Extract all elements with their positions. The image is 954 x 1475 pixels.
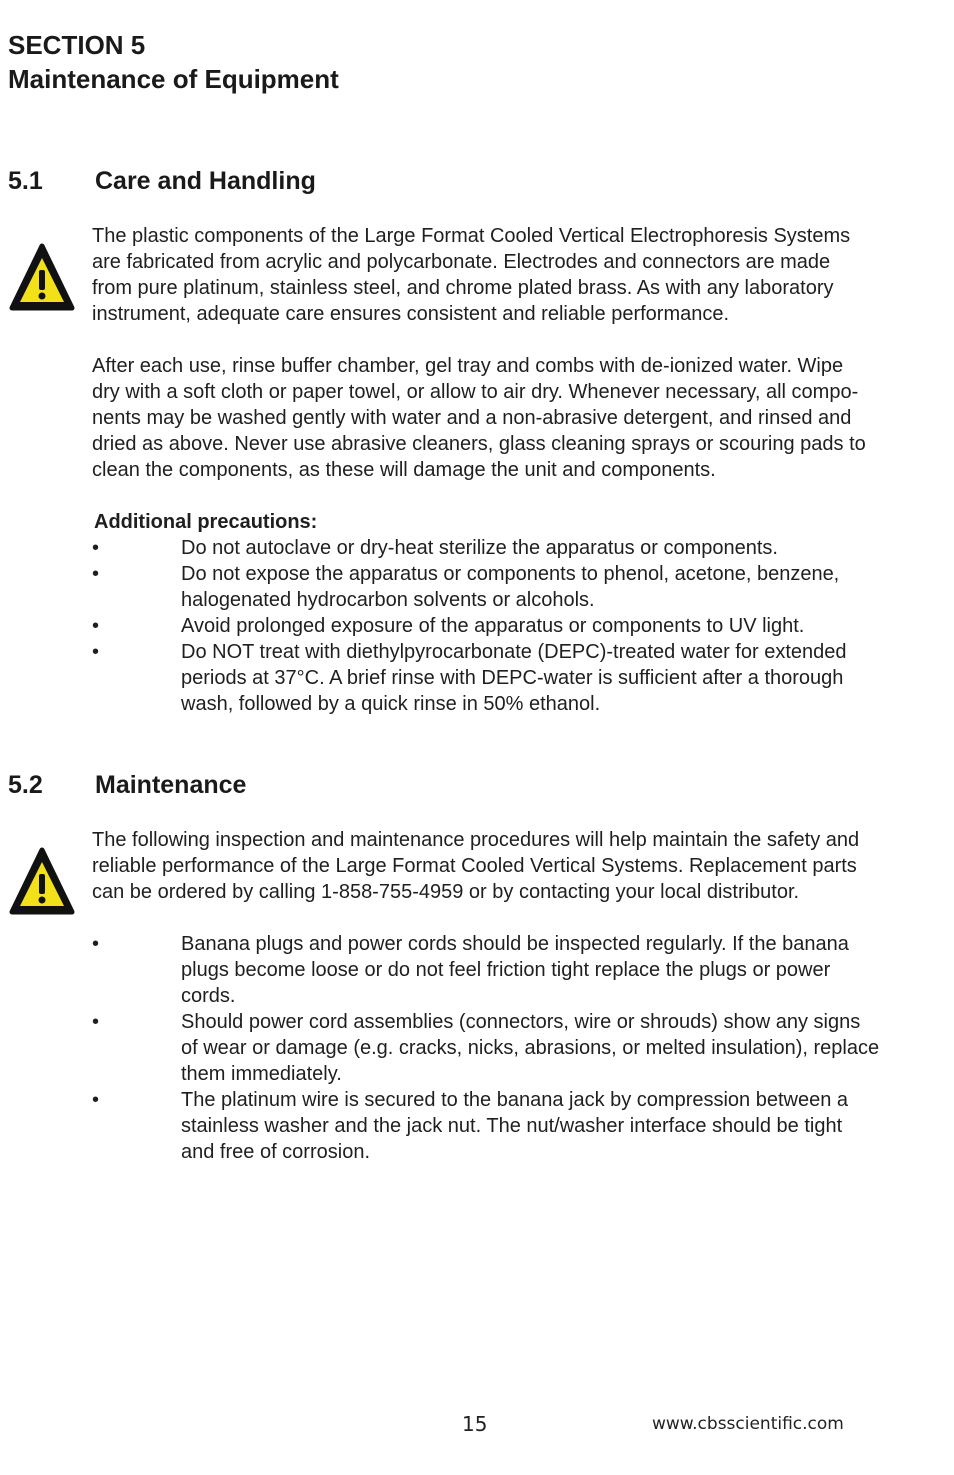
list-item — [92, 561, 947, 613]
bullet: • — [92, 1089, 100, 1111]
paragraph-line: reliable performance of the Large Format Cooled Vertical Systems. Replacement parts — [92, 855, 857, 877]
list-item-line: wash, followed by a quick rinse in 50% ethanol. — [181, 693, 601, 715]
list-item — [92, 613, 947, 639]
section-label: SECTION 5 — [8, 30, 146, 60]
list-item — [92, 1087, 947, 1165]
list-item-line: and free of corrosion. — [181, 1141, 370, 1163]
footer-website: www.cbsscientific.com — [652, 1414, 844, 1434]
list-item-line: Banana plugs and power cords should be inspected regularly. If the banana — [181, 933, 849, 955]
bullet: • — [92, 933, 100, 955]
warning-triangle-icon — [8, 240, 76, 320]
paragraph-line: can be ordered by calling 1-858-755-4959 or by contacting your local distributor. — [92, 881, 800, 903]
warning-triangle-icon — [8, 844, 76, 924]
section-heading-5-2 — [8, 771, 246, 800]
list-item-line: Do not expose the apparatus or components to phenol, acetone, benzene, — [181, 563, 840, 585]
paragraph-maintenance-1 — [92, 827, 947, 905]
paragraph-line: After each use, rinse buffer chamber, gel tray and combs with de-ionized water. Wipe — [92, 355, 844, 377]
list-item-line: Do not autoclave or dry-heat sterilize the apparatus or components. — [181, 537, 778, 559]
bullet: • — [92, 1011, 100, 1033]
list-item-line: Do NOT treat with diethylpyrocarbonate (DEPC)-treated water for extended — [181, 641, 847, 663]
paragraph-line: instrument, adequate care ensures consistent and reliable performance. — [92, 303, 730, 325]
section-heading-title: Maintenance — [95, 771, 247, 799]
paragraph-line: dried as above. Never use abrasive cleaners, glass cleaning sprays or scouring pads to — [92, 433, 866, 455]
paragraph-line: dry with a soft cloth or paper towel, or allow to air dry. Whenever necessary, all compo- — [92, 381, 859, 403]
list-item-line: periods at 37°C. A brief rinse with DEPC-water is sufficient after a thorough — [181, 667, 844, 689]
list-item — [92, 931, 947, 1009]
list-item-line: of wear or damage (e.g. cracks, nicks, abrasions, or melted insulation), replace — [181, 1037, 880, 1059]
section-heading-5-1 — [8, 167, 316, 196]
bullet: • — [92, 563, 100, 585]
list-item-line: them immediately. — [181, 1063, 342, 1085]
list-item-line: Avoid prolonged exposure of the apparatus or components to UV light. — [181, 615, 805, 637]
paragraph-line: The following inspection and maintenance procedures will help maintain the safety and — [92, 829, 860, 851]
paragraph-line: The plastic components of the Large Format Cooled Vertical Electrophoresis Systems — [92, 225, 851, 247]
section-number: 5.2 — [8, 771, 43, 799]
list-item-line: cords. — [181, 985, 236, 1007]
bullet: • — [92, 615, 100, 637]
paragraph-care-2 — [92, 353, 947, 483]
paragraph-care-1 — [92, 223, 947, 327]
page-header — [8, 28, 339, 96]
paragraph-line: are fabricated from acrylic and polycarbonate. Electrodes and connectors are made — [92, 251, 831, 273]
list-item-line: stainless washer and the jack nut. The nut/washer interface should be tight — [181, 1115, 843, 1137]
list-item-line: Should power cord assemblies (connectors, wire or shrouds) show any signs — [181, 1011, 861, 1033]
list-item-line: The platinum wire is secured to the banana jack by compression between a — [181, 1089, 849, 1111]
section-title: Maintenance of Equipment — [8, 64, 339, 94]
list-item — [92, 1009, 947, 1087]
section-heading-title: Care and Handling — [95, 167, 316, 195]
paragraph-line: clean the components, as these will damage the unit and components. — [92, 459, 716, 481]
list-item — [92, 535, 947, 561]
list-item-line: plugs become loose or do not feel friction tight replace the plugs or power — [181, 959, 831, 981]
page-number: 15 — [462, 1412, 488, 1436]
bullet: • — [92, 641, 100, 663]
bullet: • — [92, 537, 100, 559]
maintenance-list — [92, 931, 947, 1165]
list-item-line: halogenated hydrocarbon solvents or alcohols. — [181, 589, 595, 611]
section-number: 5.1 — [8, 167, 43, 195]
precautions-heading: Additional precautions: — [94, 511, 318, 533]
precautions-list — [92, 535, 947, 717]
list-item — [92, 639, 947, 717]
paragraph-line: from pure platinum, stainless steel, and chrome plated brass. As with any laboratory — [92, 277, 834, 299]
paragraph-line: nents may be washed gently with water and a non-abrasive detergent, and rinsed and — [92, 407, 852, 429]
